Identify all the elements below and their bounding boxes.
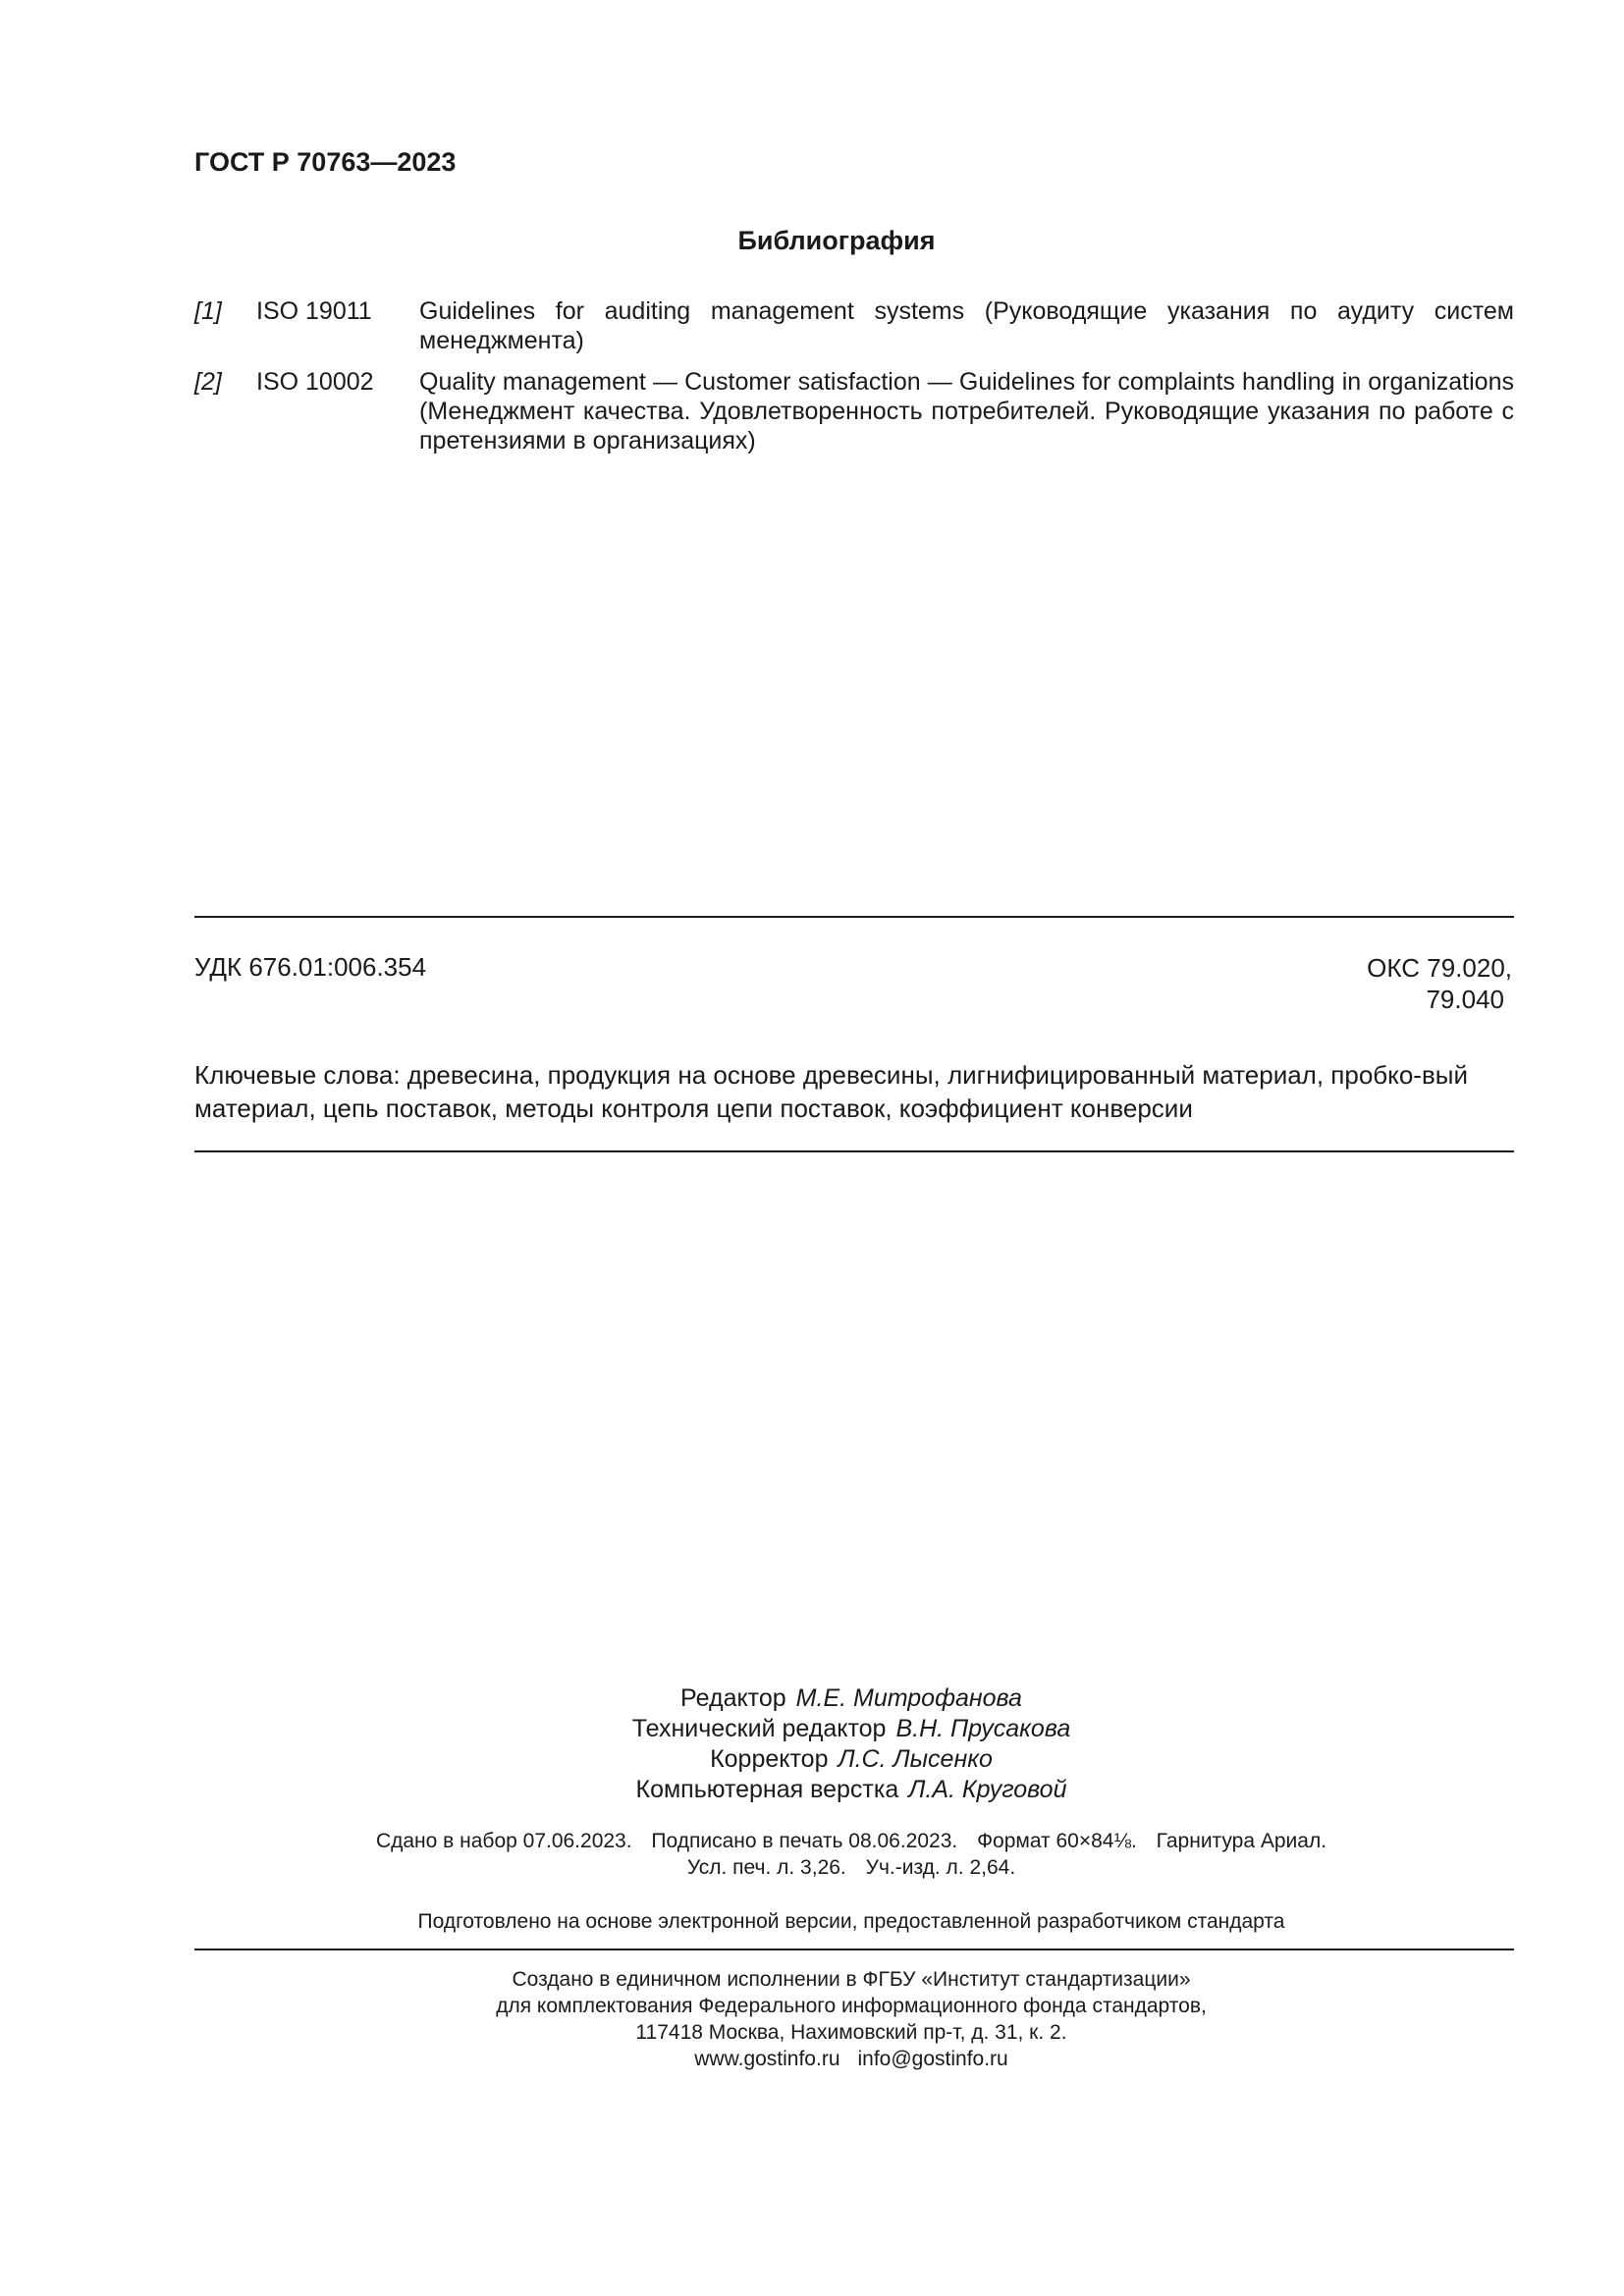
- document-code: ГОСТ Р 70763—2023: [194, 147, 457, 177]
- oks-line-2: 79.040: [1426, 985, 1504, 1014]
- print-signed: Подписано в печать 08.06.2023.: [651, 1830, 958, 1852]
- divider-top: [194, 916, 1514, 918]
- credit-layout: Компьютерная верстка Л.А. Круговой: [635, 1776, 1067, 1803]
- publisher-footer: [0, 1966, 1624, 2072]
- entry-text: Guidelines for auditing management systems (Руководящие указания по аудиту систем менеджмента): [419, 297, 1514, 354]
- print-sheets: Усл. печ. л. 3,26.: [686, 1856, 846, 1879]
- bibliography-entry-2: [194, 367, 1514, 455]
- publishing-sheets: Уч.-изд. л. 2,64.: [865, 1856, 1016, 1879]
- footer-line-1: Создано в единичном исполнении в ФГБУ «Институт стандартизации»: [512, 1968, 1191, 1991]
- credits-block: [0, 1683, 1624, 1805]
- print-info: [0, 1828, 1624, 1881]
- bibliography-entry-1: [194, 296, 1514, 355]
- print-format: Формат 60×84⅛.: [977, 1830, 1137, 1852]
- footer-website-link[interactable]: www.gostinfo.ru: [694, 2048, 840, 2070]
- oks-line-1: ОКС 79.020,: [1367, 953, 1512, 983]
- entry-standard: ISO 19011: [256, 297, 372, 325]
- print-typeface: Гарнитура Ариал.: [1156, 1830, 1327, 1852]
- credit-proofreader: Корректор Л.С. Лысенко: [710, 1745, 993, 1773]
- bibliography-title: Библиография: [737, 226, 936, 255]
- oks-code: [1276, 952, 1512, 1015]
- entry-text: Quality management — Customer satisfaction — Guidelines for complaints handling in organizations (Менеджмент качества. Удовлетворенность потребителей. Руководящие указания по работе с претензиями в организациях): [419, 368, 1514, 454]
- prepared-note: Подготовлено на основе электронной версии, предоставленной разработчиком стандарта: [417, 1910, 1285, 1933]
- udk-code: УДК 676.01:006.354: [194, 952, 427, 982]
- divider-bottom: [194, 1949, 1514, 1950]
- entry-standard: ISO 10002: [256, 368, 374, 396]
- footer-line-3: 117418 Москва, Нахимовский пр-т, д. 31, к. 2.: [635, 2021, 1067, 2044]
- footer-line-2: для комплектования Федерального информационного фонда стандартов,: [496, 1995, 1207, 2017]
- credit-editor: Редактор М.Е. Митрофанова: [680, 1684, 1022, 1712]
- footer-email-link[interactable]: info@gostinfo.ru: [857, 2048, 1008, 2070]
- entry-number: [2]: [194, 368, 222, 396]
- credit-tech-editor: Технический редактор В.Н. Прусакова: [631, 1715, 1071, 1742]
- entry-number: [1]: [194, 297, 222, 325]
- divider-middle: [194, 1150, 1514, 1152]
- print-submitted: Сдано в набор 07.06.2023.: [375, 1830, 632, 1852]
- keywords: Ключевые слова: древесина, продукция на основе древесины, лигнифицированный материал, пробко-вый материал, цепь поставок, методы контроля цепи поставок, коэффициент конверсии: [194, 1060, 1468, 1123]
